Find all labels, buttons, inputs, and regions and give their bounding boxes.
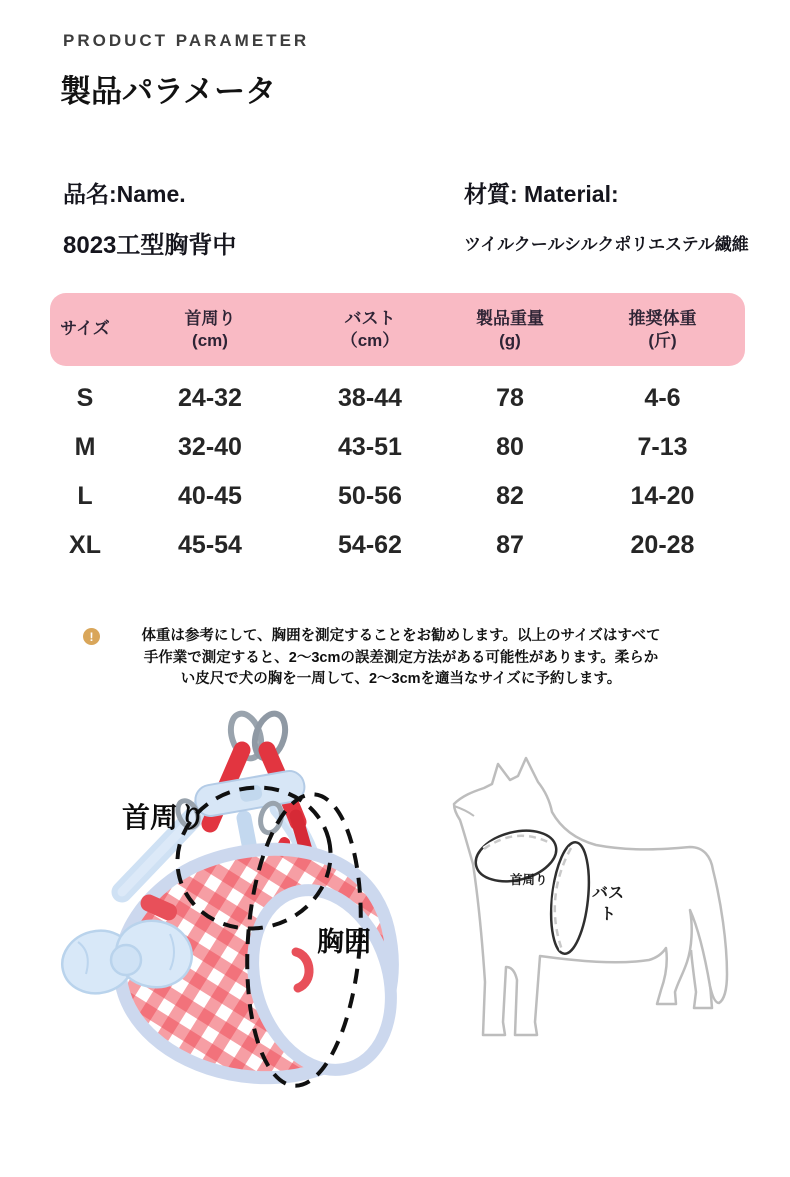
table-row-m: M 32-40 43-51 80 7-13: [74, 433, 688, 461]
note-line-3: い皮尺で犬の胸を一周して、2～3cmを適当なサイズに予約します。: [180, 671, 622, 687]
table-row-s: S 24-32 38-44 78 4-6: [76, 384, 681, 412]
dog-bust-label: バスト: [591, 885, 624, 923]
product-name-value: 8023工型胸背中: [63, 232, 237, 259]
eyebrow-text: PRODUCT PARAMETER: [63, 31, 310, 50]
column-header-size: サイズ: [60, 318, 110, 338]
material-label: 材質: Material:: [464, 181, 619, 207]
dog-neck-label: 首周り: [510, 873, 548, 887]
column-header-recommended-weight: 推奨体重 (斤): [628, 309, 697, 350]
size-table-header: [50, 293, 745, 366]
column-header-neck: 首周り (cm): [184, 309, 236, 350]
product-name-label: 品名:Name.: [63, 181, 186, 207]
harness-neck-label: 首周り: [121, 802, 206, 833]
column-header-bust: バスト （cm）: [340, 309, 400, 350]
page-title: 製品パラメータ: [60, 74, 277, 109]
column-header-weight: 製品重量 (g): [476, 309, 544, 350]
warning-icon: !: [83, 628, 100, 645]
note-line-1: 体重は参考にして、胸囲を測定することをお勧めします。以上のサイズはすべて: [141, 628, 661, 644]
material-value: ツイルクールシルクポリエステル繊維: [464, 235, 749, 254]
harness-chest-label: 胸囲: [317, 927, 371, 957]
note-line-2: 手作業で測定すると、2～3cmの誤差測定方法がある可能性があります。柔らか: [143, 649, 659, 666]
measurement-note: [95, 626, 707, 691]
table-row-xl: XL 45-54 54-62 87 20-28: [69, 531, 695, 559]
size-table-body: [50, 374, 745, 570]
harness-photo: [58, 702, 426, 1094]
table-row-l: L 40-45 50-56 82 14-20: [77, 482, 695, 510]
